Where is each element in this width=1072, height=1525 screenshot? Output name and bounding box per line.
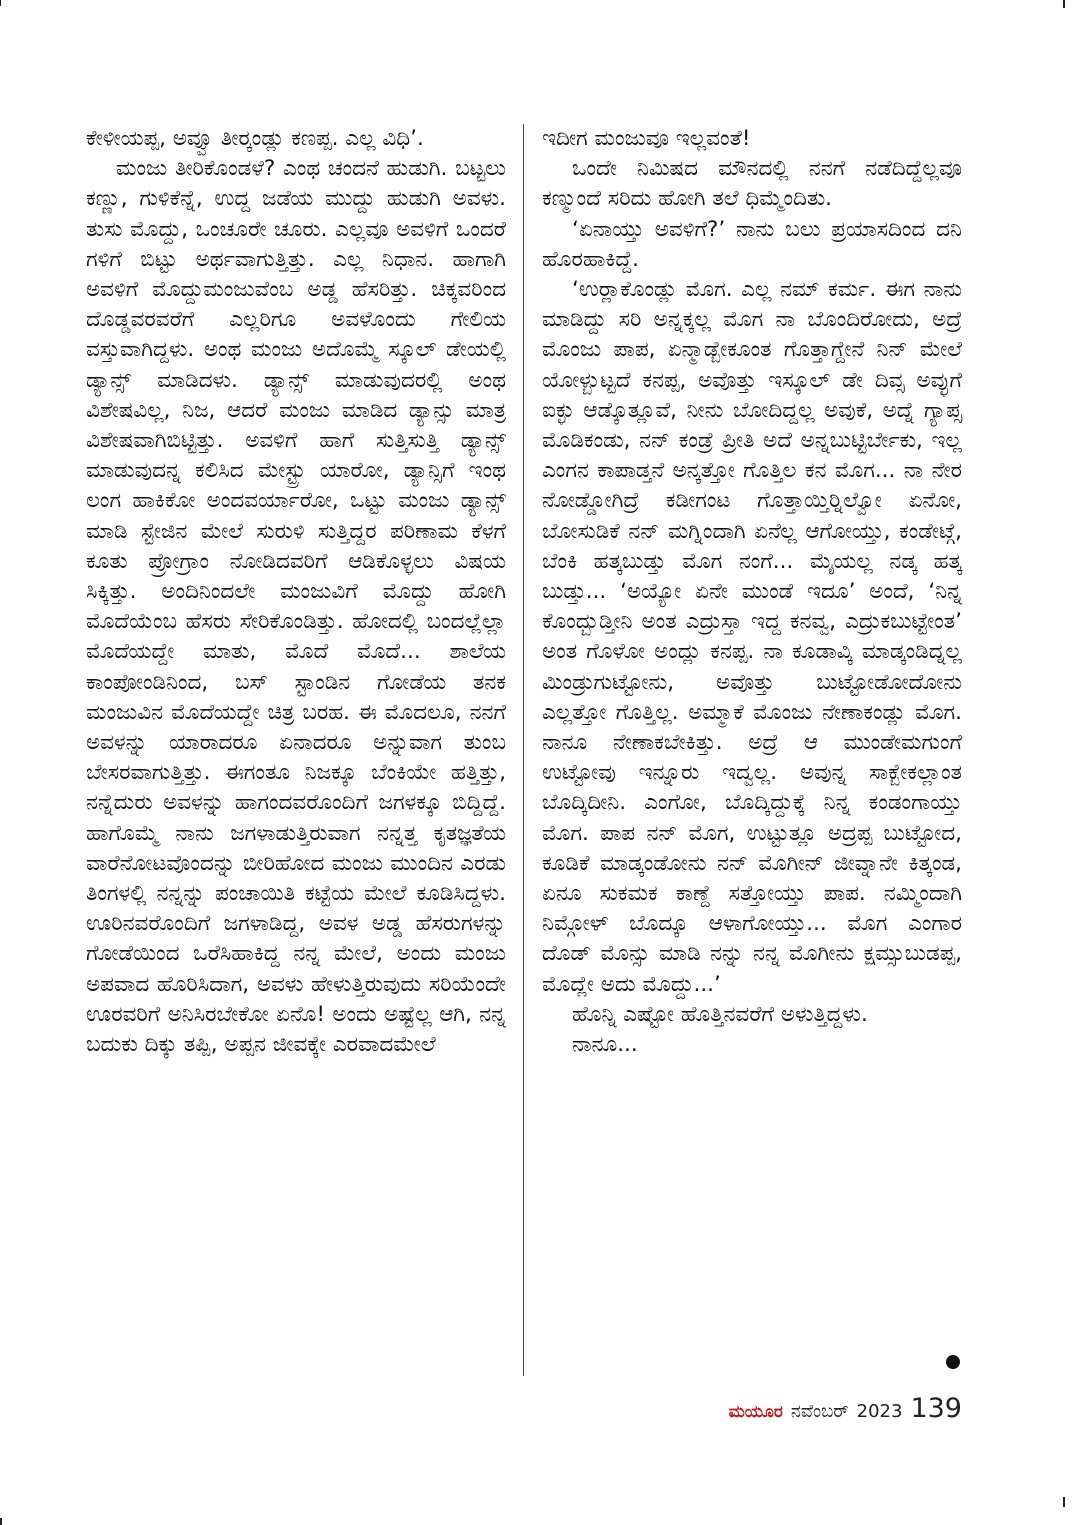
crop-mark-bottom-right (1063, 1497, 1065, 1507)
paragraph: ನಾನೂ... (572, 1032, 638, 1058)
column-divider (523, 124, 524, 1376)
issue-month: ನವೆಂಬರ್ (790, 1401, 849, 1422)
paragraph: ಒಂದೇ ನಿಮಿಷದ ಮೌನದಲ್ಲಿ ನನಗೆ ನಡೆದಿದ್ದೆಲ್ಲವೂ ಕಣ್ಮುಂದೆ ಸರಿದು ಹೋಗಿ ತಲೆ ಧಿಮ್ಮೆಂದಿತು. (542, 156, 962, 212)
crop-mark-bottom-left (0, 1518, 2, 1525)
magazine-logo: ಮಯೂರ (728, 1402, 783, 1422)
paragraph: ‘ಉರ್‍ಲಾಕೊಂಡ್ಲು ಮೊಗ. ಎಲ್ಲ ನಮ್ ಕರ್ಮ. ಈಗ ನಾನು ಮಾಡಿದ್ದು ಸರಿ ಅನ್ನಕ್ಕಲ್ಲ ಮೊಗ ನಾ ಬೊಂದಿರೋದು, ಅದ್ರೆ ಮೊಂಜು ಪಾಪ, ಏನ್ಮಾಡ್ಬೇಕೂಂತ ಗೊತ್ತಾಗ್ದೇನೆ ನಿನ್ ಮೇಲೆ ಯೋಳ್ಬುಟ್ಟದೆ ಕನಪ್ಪ, ಅವೊತ್ತು ಇಸ್ಕೂಲ್ ಡೇ ದಿವ್ಸ ಅವ್ಳುಗೆ ಐಕ್ಳು ಆಡ್ಕೊತ್ಲೂವೆ, ನೀನು ಬೋದಿದ್ದಲ್ಲ ಅವುಕೆ, ಅದ್ನೆ ಗ್ಯಾಪ್ಸ ಮೊಡಿಕಂಡು, ನನ್ ಕಂಡ್ರೆ ಪ್ರೀತಿ ಅದೆ ಅನ್ನಬುಟ್ಟಿರ್ಬೇಕು, ಇಲ್ಲ ಎಂಗನ ಕಾಪಾಡ್ತನೆ ಅನ್ಕತ್ತೋ ಗೊತ್ತಿಲ ಕನ ಮೊಗ... ನಾ ನೇರ ನೋಡ್ಡೋಗಿದ್ರೆ ಕಡೀಗಂಟ ಗೊತ್ತಾಯ್ತಿರ್‍ನಿಲ್ವೋ ಏನೋ, ಬೋಸುಡಿಕೆ ನನ್ ಮಗ್ನಿಂದಾಗಿ ಏನೆಲ್ಲ ಆಗೋಯ್ತು, ಕಂಡೇಟ್ಗೆ, ಬೆಂಕಿ ಹತ್ಕಬುಡ್ತು ಮೊಗ ನಂಗೆ... ಮೈಯಲ್ಲ ನಡ್ಕ ಹತ್ಕ ಬುಡ್ತು... ‘ಅಯ್ಯೋ ಏನೇ ಮುಂಡೆ ಇದೂ’ ಅಂದೆ, ‘ನಿನ್ನ ಕೊಂದ್ಬುಡ್ತೀನಿ ಅಂತ ಎದ್ರುಸ್ತಾ ಇದ್ದ ಕನವ್ವ, ಎದ್ರುಕಬುಟ್ಟೇಂತ’ ಅಂತ ಗೊಳೋ ಅಂದ್ಲು ಕನಪ್ಪ. ನಾ ಕೂಡಾವ್ಕಿ ಮಾಡ್ಕಂಡಿದ್ನಲ್ಲ ಮಿಂಡ್ರುಗುಟ್ಟೋನು, ಅವೊತ್ತು ಬುಟ್ಟೋಡೋದೋನು ಎಲ್ಲತ್ತೋ ಗೊತ್ತಿಲ್ಲ. ಅಮ್ಮಾಕೆ ಮೊಂಜು ನೇಣಾಕಂಡ್ಲು ಮೊಗ. ನಾನೂ ನೇಣಾಕಬೇಕಿತ್ತು. ಅದ್ರೆ ಆ ಮುಂಡೇಮಗುಂಗೆ ಉಟ್ಟೋವು ಇನ್ನೂರು ಇದ್ವಲ್ಲ. ಅವುನ್ನ ಸಾಕ್ಬೇಕಲ್ಲಾಂತ ಬೊದ್ಕಿದೀನಿ. ಎಂಗೋ, ಬೊದ್ಕಿದ್ದುಕ್ಕೆ ನಿನ್ನ ಕಂಡಂಗಾಯ್ತು ಮೊಗ. ಪಾಪ ನನ್ ಮೊಗ, ಉಟ್ಟುತ್ಲೂ ಅದ್ರಪ್ಪ ಬುಟ್ಟೋದ, ಕೂಡಿಕೆ ಮಾಡ್ಕಂಡೋನು ನನ್ ಮೊಗೀನ್ ಜೀವ್ನಾನೇ ಕಿತ್ಕಂಡ, ಏನೂ ಸುಕಮಕ ಕಾಣ್ದೆ ಸತ್ತೋಯ್ತು ಪಾಪ. ನಮ್ಮಿಂದಾಗಿ ನಿಮ್ಗೋಳ್ ಬೊದ್ಕೂ ಆಳಾಗೋಯ್ತು... ಮೊಗ ಎಂಗಾರ ದೊಡ್ ಮೊನ್ಸು ಮಾಡಿ ನನ್ನು ನನ್ನ ಮೊಗೀನು ಕ್ಷಮ್ಸುಬುಡಪ್ಪ, ಮೊದ್ಲೇ ಅದು ಮೊದ್ದು...’ (542, 277, 963, 997)
paragraph: ಇದೀಗ ಮಂಜುವೂ ಇಲ್ಲವಂತೆ! (542, 126, 751, 151)
issue-year: 2023 (856, 1401, 903, 1422)
page-number: 139 (910, 1393, 962, 1424)
crop-mark-top-left (0, 0, 1, 6)
paragraph: ‘ಏನಾಯ್ತು ಅವಳಿಗೆ?’ ನಾನು ಬಲು ಪ್ರಯಾಸದಿಂದ ದನಿ ಹೊರಹಾಕಿದ್ದೆ. (542, 216, 962, 272)
text-column-left (86, 124, 506, 1060)
page-footer (729, 1393, 962, 1424)
paragraph: ಮಂಜು ತೀರಿಕೊಂಡಳೆ? ಎಂಥ ಚಂದನೆ ಹುಡುಗಿ. ಬಟ್ಟಲು ಕಣ್ಣು, ಗುಳಿಕೆನ್ನೆ, ಉದ್ದ ಜಡೆಯ ಮುದ್ದು ಹುಡುಗಿ ಅವಳು. ತುಸು ಮೊದ್ದು, ಒಂಚೂರೇ ಚೂರು. ಎಲ್ಲವೂ ಅವಳಿಗೆ ಒಂದರೆ ಗಳಿಗೆ ಬಿಟ್ಟು ಅರ್ಥವಾಗುತ್ತಿತ್ತು. ಎಲ್ಲ ನಿಧಾನ. ಹಾಗಾಗಿ ಅವಳಿಗೆ ಮೊದ್ದುಮಂಜುವೆಂಬ ಅಡ್ಡ ಹೆಸರಿತ್ತು. ಚಿಕ್ಕವರಿಂದ ದೊಡ್ಡವರವರೆಗೆ ಎಲ್ಲರಿಗೂ ಅವಳೊಂದು ಗೇಲಿಯ ವಸ್ತುವಾಗಿದ್ದಳು. ಅಂಥ ಮಂಜು ಅದೊಮ್ಮೆ ಸ್ಕೂಲ್ ಡೇಯಲ್ಲಿ ಡ್ಯಾನ್ಸ್ ಮಾಡಿದಳು. ಡ್ಯಾನ್ಸ್ ಮಾಡುವುದರಲ್ಲಿ ಅಂಥ ವಿಶೇಷವಿಲ್ಲ, ನಿಜ, ಆದರೆ ಮಂಜು ಮಾಡಿದ ಡ್ಯಾನ್ಸು ಮಾತ್ರ ವಿಶೇಷವಾಗಿಬಿಟ್ಟಿತ್ತು. ಅವಳಿಗೆ ಹಾಗೆ ಸುತ್ತಿಸುತ್ತಿ ಡ್ಯಾನ್ಸ್ ಮಾಡುವುದನ್ನ ಕಲಿಸಿದ ಮೇಸ್ಟ್ರು ಯಾರೋ, ಡ್ಯಾನ್ಸಿಗೆ ಇಂಥ ಲಂಗ ಹಾಕಿಕೋ ಅಂದವರ್ಯಾರೋ, ಒಟ್ಟು ಮಂಜು ಡ್ಯಾನ್ಸ್ ಮಾಡಿ ಸ್ಟೇಜಿನ ಮೇಲೆ ಸುರುಳಿ ಸುತ್ತಿದ್ದರ ಪರಿಣಾಮ ಕೆಳಗೆ ಕೂತು ಪ್ರೋಗ್ರಾಂ ನೋಡಿದವರಿಗೆ ಆಡಿಕೊಳ್ಳಲು ವಿಷಯ ಸಿಕ್ಕಿತ್ತು. ಅಂದಿನಿಂದಲೇ ಮಂಜುವಿಗೆ ಮೊದ್ದು ಹೋಗಿ ಮೊದೆಯೆಂಬ ಹೆಸರು ಸೇರಿಕೊಂಡಿತ್ತು. ಹೋದಲ್ಲಿ ಬಂದಲ್ಲೆಲ್ಲಾ ಮೊದೆಯದ್ದೇ ಮಾತು, ಮೊದೆ ಮೊದೆ... ಶಾಲೆಯ ಕಾಂಪೋಂಡಿನಿಂದ, ಬಸ್ ಸ್ಟಾಂಡಿನ ಗೋಡೆಯ ತನಕ ಮಂಜುವಿನ ಮೊದೆಯದ್ದೇ ಚಿತ್ರ ಬರಹ. ಈ ಮೊದಲೂ, ನನಗೆ ಅವಳನ್ನು ಯಾರಾದರೂ ಏನಾದರೂ ಅನ್ನುವಾಗ ತುಂಬ ಬೇಸರವಾಗುತ್ತಿತ್ತು. ಈಗಂತೂ ನಿಜಕ್ಕೂ ಬೆಂಕಿಯೇ ಹತ್ತಿತ್ತು, ನನ್ನೆದುರು ಅವಳನ್ನು ಹಾಗಂದವರೊಂದಿಗೆ ಜಗಳಕ್ಕೂ ಬಿದ್ದಿದ್ದೆ. ಹಾಗೊಮ್ಮೆ ನಾನು ಜಗಳಾಡುತ್ತಿರುವಾಗ ನನ್ನತ್ತ ಕೃತಜ್ಞತೆಯ ವಾರೆನೋಟವೊಂದನ್ನು ಬೀರಿಹೋದ ಮಂಜು ಮುಂದಿನ ಎರಡು ತಿಂಗಳಲ್ಲಿ ನನ್ನನ್ನು ಪಂಚಾಯಿತಿ ಕಟ್ಟೆಯ ಮೇಲೆ ಕೂಡಿಸಿದ್ದಳು. ಊರಿನವರೊಂದಿಗೆ ಜಗಳಾಡಿದ್ದ, ಅವಳ ಅಡ್ಡ ಹೆಸರುಗಳನ್ನು ಗೋಡೆಯಿಂದ ಒರೆಸಿಹಾಕಿದ್ದ ನನ್ನ ಮೇಲೆ, ಅಂದು ಮಂಜು ಅಪವಾದ ಹೊರಿಸಿದಾಗ, ಅವಳು ಹೇಳುತ್ತಿರುವುದು ಸರಿಯೆಂದೇ ಊರವರಿಗೆ ಅನಿಸಿರಬೇಕೋ ಏನೊ! ಅಂದು ಅಷ್ಟೆಲ್ಲ ಆಗಿ, ನನ್ನ ಬದುಕು ದಿಕ್ಕು ತಪ್ಪಿ, ಅಪ್ಪನ ಜೀವಕ್ಕೇ ಎರವಾದಮೇಲೆ (86, 156, 506, 1058)
paragraph: ಹೊನ್ನಿ ಎಷ್ಟೋ ಹೊತ್ತಿನವರೆಗೆ ಅಳುತ್ತಿದ್ದಳು. (572, 1001, 868, 1027)
paragraph: ಕೇಳೀಯಪ್ಪ, ಅವ್ವೂ ತೀರ್‍ಕಂಡ್ಲು ಕಣಪ್ಪ. ಎಲ್ಲ ವಿಧಿ’. (86, 126, 424, 151)
crop-mark-top-right (1063, 0, 1065, 8)
text-column-right (542, 124, 962, 1060)
end-of-story-dot (946, 1355, 960, 1369)
